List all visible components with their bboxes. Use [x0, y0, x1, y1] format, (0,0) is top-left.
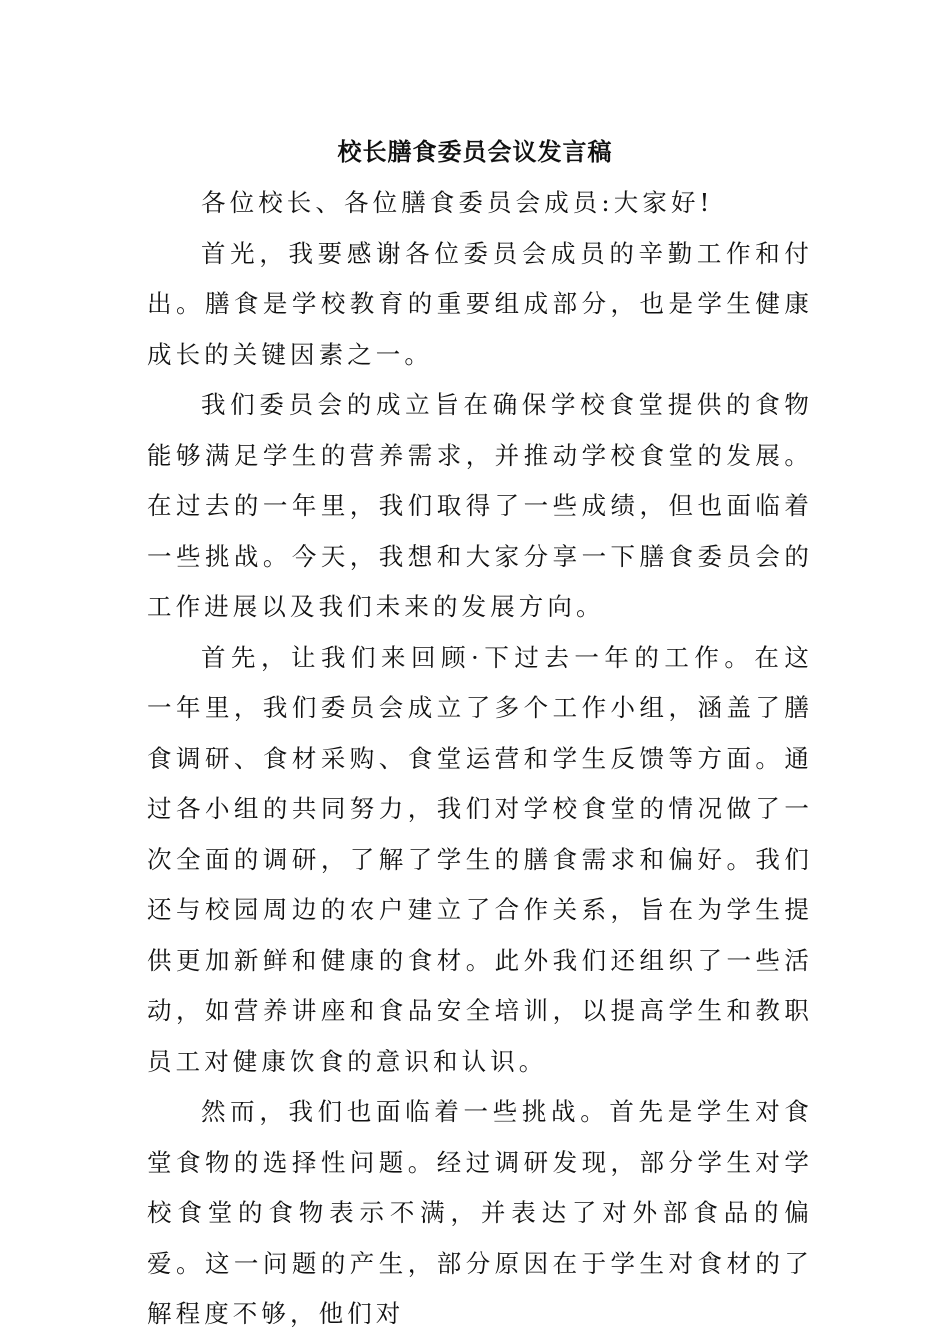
paragraph-thanks: 首光，我要感谢各位委员会成员的辛勤工作和付出。膳食是学校教育的重要组成部分，也是学生健康成长的关键因素之一。 [147, 238, 813, 369]
document-title: 校长膳食委员会议发言稿 [337, 137, 613, 166]
paragraph-challenges: 然而，我们也面临着一些挑战。首先是学生对食堂食物的选择性问题。经过调研发现，部分学生对学校食堂的食物表示不满，并表达了对外部食品的偏爱。这一问题的产生，部分原因在于学生对食材的了解程度不够，他们对 [147, 1097, 813, 1328]
document-body [147, 178, 813, 1340]
paragraph-greeting: 各位校长、各位膳食委员会成员:大家好! [201, 188, 714, 217]
paragraph-purpose: 我们委员会的成立旨在确保学校食堂提供的食物能够满足学生的营养需求，并推动学校食堂的发展。在过去的一年里，我们取得了一些成绩，但也面临着一些挑战。今天，我想和大家分享一下膳食委员会的工作进展以及我们未来的发展方向。 [147, 390, 813, 621]
paragraph-review: 首先，让我们来回顾·下过去一年的工作。在这一年里，我们委员会成立了多个工作小组，涵盖了膳食调研、食材采购、食堂运营和学生反馈等方面。通过各小组的共同努力，我们对学校食堂的情况做了一次全面的调研，了解了学生的膳食需求和偏好。我们还与校园周边的农户建立了合作关系，旨在为学生提供更加新鲜和健康的食材。此外我们还组织了一些活动，如营养讲座和食品安全培训，以提高学生和教职员工对健康饮食的意识和认识。 [147, 642, 813, 1076]
